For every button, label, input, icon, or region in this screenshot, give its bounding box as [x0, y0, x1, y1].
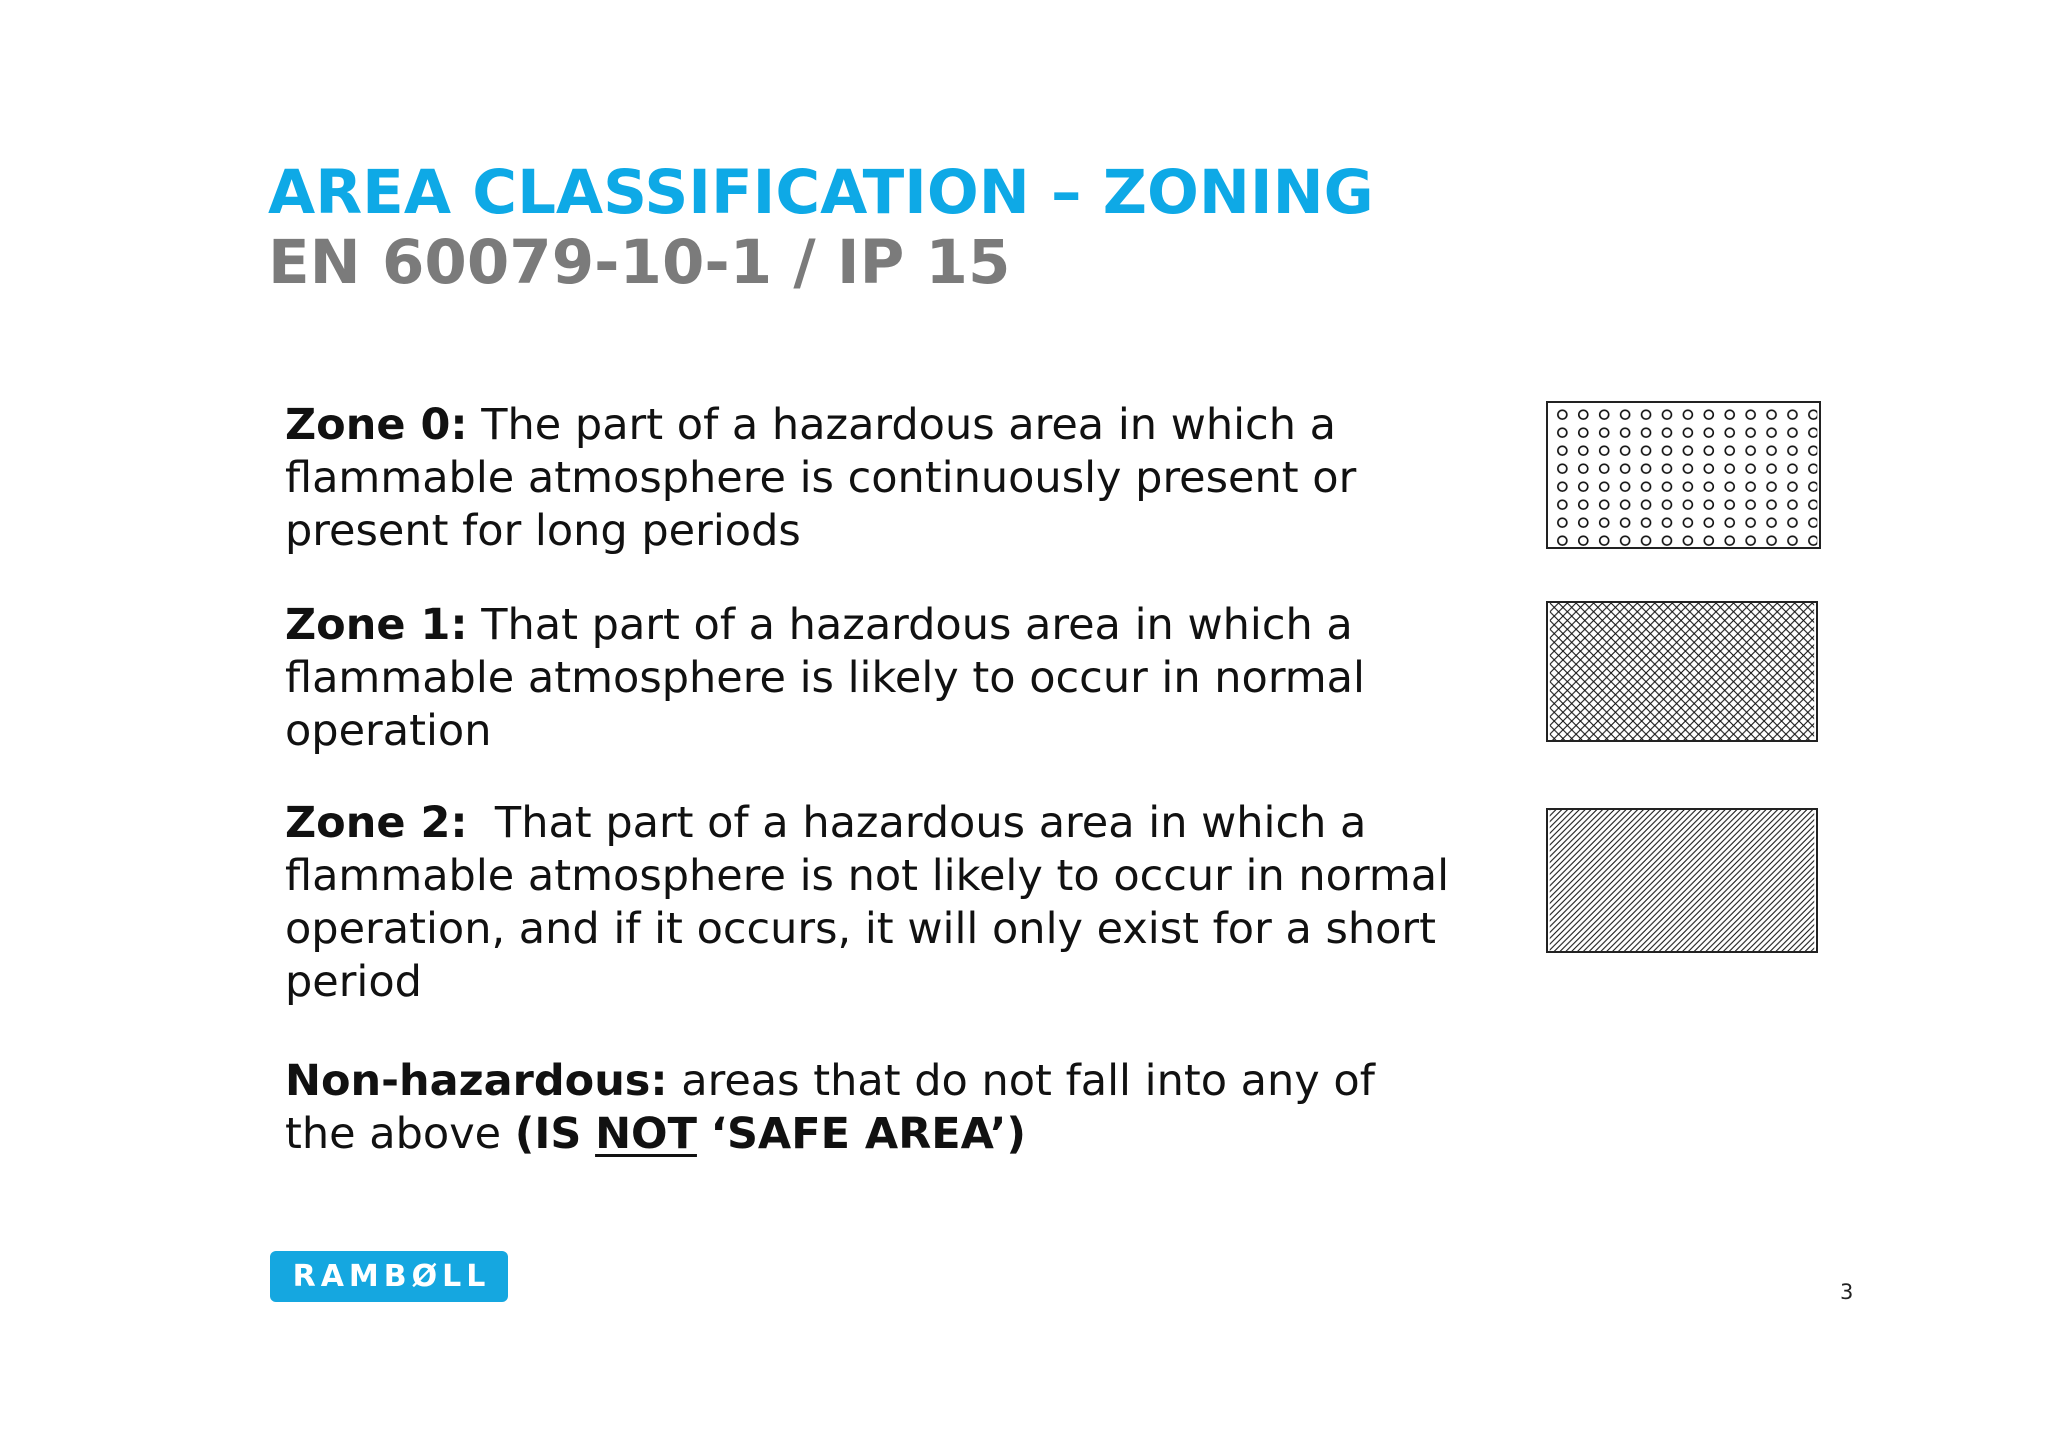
zone-0-line-3: present for long periods: [285, 506, 801, 556]
zone-0-line-2: flammable atmosphere is continuously present or: [285, 453, 1357, 503]
zone-1-line-3: operation: [285, 706, 492, 756]
zone-1-definition: [285, 599, 1365, 758]
not-emphasis: NOT: [595, 1109, 697, 1159]
non-hazardous-term: Non-hazardous:: [285, 1056, 668, 1106]
safe-area-emphasis: ‘SAFE AREA’): [710, 1109, 1026, 1159]
non-hazardous-line-2-prefix: the above: [285, 1109, 502, 1159]
zone-1-term: Zone 1:: [285, 600, 468, 650]
ramboll-logo: RAMBØLL: [270, 1251, 508, 1302]
page-title: AREA CLASSIFICATION – ZONING: [268, 157, 1374, 228]
zone-2-term: Zone 2:: [285, 798, 468, 848]
zone-2-definition: [285, 797, 1449, 1009]
zone-2-pattern-swatch: [1546, 808, 1818, 953]
is-not-open: (IS: [514, 1109, 582, 1159]
zone-0-pattern-swatch: [1546, 401, 1821, 549]
non-hazardous-line-1: areas that do not fall into any of: [681, 1056, 1375, 1106]
zone-1-line-1: That part of a hazardous area in which a: [481, 600, 1353, 650]
zone-2-line-1: That part of a hazardous area in which a: [481, 798, 1367, 848]
zone-0-line-1: The part of a hazardous area in which a: [481, 400, 1336, 450]
zone-2-line-3: operation, and if it occurs, it will only exist for a short: [285, 904, 1436, 954]
non-hazardous-definition: [285, 1055, 1375, 1161]
page-number: 3: [1840, 1280, 1854, 1304]
zone-2-line-4: period: [285, 957, 422, 1007]
zone-1-pattern-swatch: [1546, 601, 1818, 742]
zone-0-term: Zone 0:: [285, 400, 468, 450]
zone-2-line-2: flammable atmosphere is not likely to occur in normal: [285, 851, 1450, 901]
zone-1-line-2: flammable atmosphere is likely to occur in normal: [285, 653, 1365, 703]
zone-0-definition: [285, 399, 1356, 558]
page-subtitle: EN 60079-10-1 / IP 15: [268, 227, 1011, 298]
